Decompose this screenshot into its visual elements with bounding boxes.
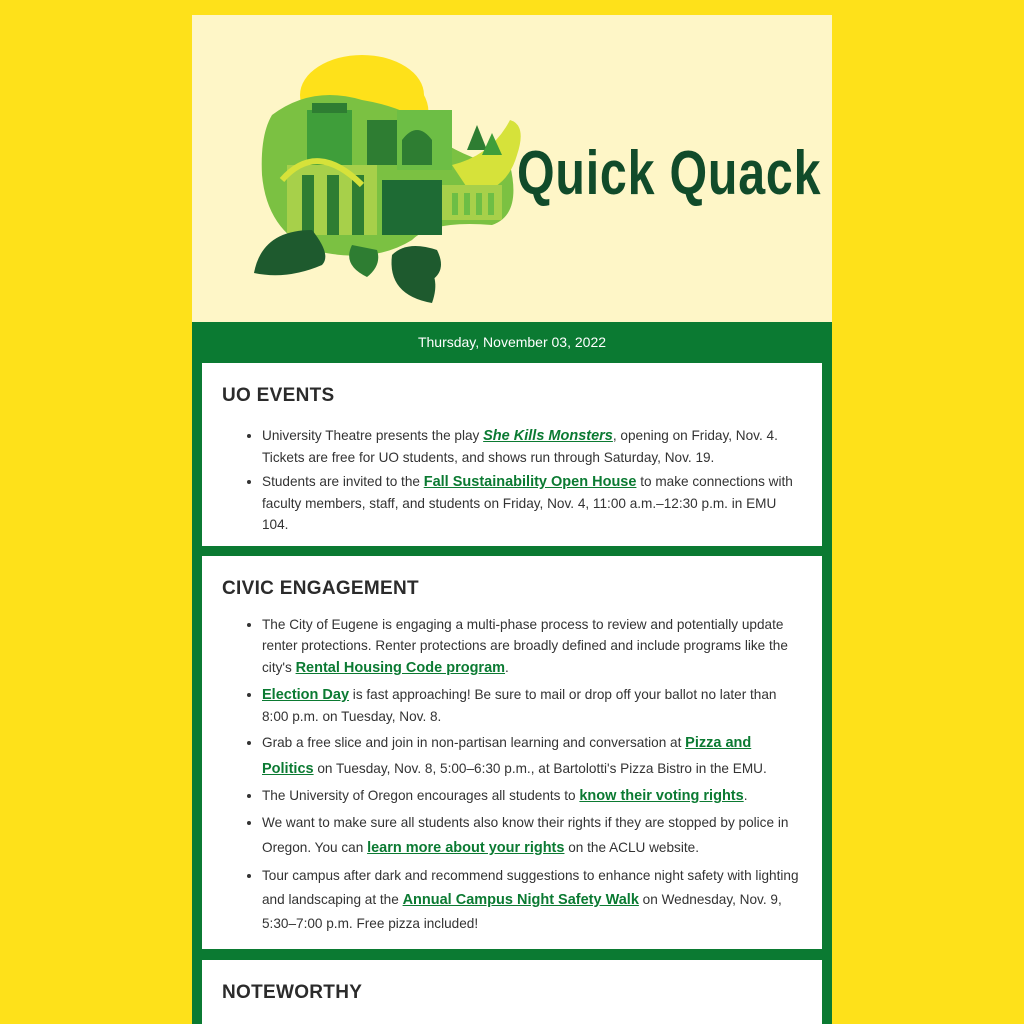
section-heading: CIVIC ENGAGEMENT [222, 578, 419, 599]
list-item: • Grab a free slice and join in non-partisan learning and conversation at Pizza and Politics on Tuesday, Nov. 8, 5:00–6:30 p.m., at Bartolotti's Pizza Bistro in the EMU. [262, 730, 802, 782]
night-safety-walk-link[interactable]: Annual Campus Night Safety Walk [402, 892, 639, 908]
header-banner [192, 15, 832, 322]
rental-housing-code-link[interactable]: Rental Housing Code program [295, 660, 506, 676]
pizza-and-politics-link[interactable]: Pizza and Politics [262, 735, 752, 777]
issue-date: Thursday, November 03, 2022 [417, 334, 607, 350]
civic-list [222, 614, 802, 936]
list-item: • University Theatre presents the play She Kills Monsters, opening on Friday, Nov. 4. Tickets are free for UO students, and shows run through Saturday, Nov. 19. [262, 425, 802, 468]
section-uo-events [202, 363, 822, 546]
section-heading: NOTEWORTHY [222, 982, 363, 1003]
list-item: • The City of Eugene is engaging a multi-phase process to review and potentially update renter protections. Renter protections are broadly defined and include programs like the city's Rental Housing Code program. [262, 614, 802, 681]
event-list [222, 425, 802, 535]
aclu-rights-link[interactable]: learn more about your rights [367, 840, 565, 856]
list-item: • Tour campus after dark and recommend suggestions to enhance night safety with lighting and landscaping at the Annual Campus Night Safety Walk on Wednesday, Nov. 9, 5:30–7:00 p.m. Free pizza included! [262, 864, 802, 936]
election-day-link[interactable]: Election Day [262, 687, 350, 703]
sustainability-open-house-link[interactable]: Fall Sustainability Open House [423, 474, 637, 490]
section-heading: UO EVENTS [222, 385, 335, 406]
list-item: • We want to make sure all students also know their rights if they are stopped by police in Oregon. You can learn more about your rights on the ACLU website. [262, 810, 802, 861]
section-noteworthy [202, 960, 822, 1024]
section-civic-engagement [202, 556, 822, 949]
she-kills-monsters-link[interactable]: She Kills Monsters [483, 428, 613, 444]
newsletter-title: Quick Quack [517, 139, 822, 208]
list-item: • Students are invited to the Fall Sustainability Open House to make connections with faculty members, staff, and students on Friday, Nov. 4, 11:00 a.m.–12:30 p.m. in EMU 104. [262, 471, 802, 535]
list-item: • Election Day is fast approaching! Be sure to mail or drop off your ballot no later than 8:00 p.m. on Tuesday, Nov. 8. [262, 684, 802, 727]
email-container [192, 15, 832, 1024]
voting-rights-link[interactable]: know their voting rights [579, 788, 744, 804]
list-item: • The University of Oregon encourages all students to know their voting rights. [262, 785, 802, 807]
